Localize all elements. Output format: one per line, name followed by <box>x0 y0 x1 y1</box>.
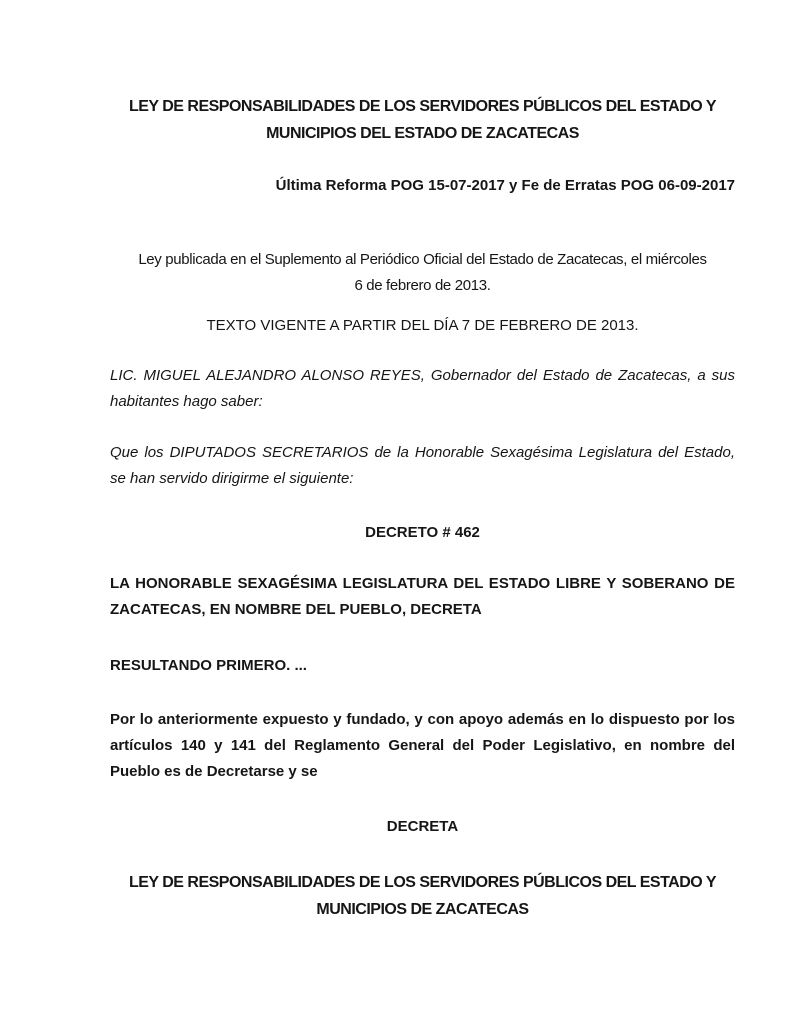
legal-foundation-paragraph: Por lo anteriormente expuesto y fundado, y con apoyo además en lo dispuesto por los artículos 140 y 141 del Reglamento General del Poder Legislativo, en nombre del Pueblo es de Decretarse y se <box>110 711 735 780</box>
secretaries-statement: Que los DIPUTADOS SECRETARIOS de la Honorable Sexagésima Legislatura del Estado, se han servido dirigirme el siguiente: <box>110 444 735 487</box>
final-law-title-line-1: LEY DE RESPONSABILIDADES DE LOS SERVIDORES PÚBLICOS DEL ESTADO Y <box>128 874 717 891</box>
legislature-decree-statement: LA HONORABLE SEXAGÉSIMA LEGISLATURA DEL ESTADO LIBRE Y SOBERANO DE ZACATECAS, EN NOMBRE DEL PUEBLO, DECRETA <box>110 575 735 618</box>
reform-note: Última Reforma POG 15-07-2017 y Fe de Erratas POG 06-09-2017 <box>275 177 735 194</box>
publication-note <box>110 247 735 299</box>
publication-note-line-1: Ley publicada en el Suplemento al Periódico Oficial del Estado de Zacatecas, el miércoles <box>138 251 707 268</box>
final-law-title-line-2: MUNICIPIOS DE ZACATECAS <box>316 901 529 918</box>
final-law-title <box>110 869 735 923</box>
law-title-line-2: MUNICIPIOS DEL ESTADO DE ZACATECAS <box>266 125 579 142</box>
law-title <box>110 93 735 147</box>
decree-number-heading: DECRETO # 462 <box>365 524 480 541</box>
effective-date-note: TEXTO VIGENTE A PARTIR DEL DÍA 7 DE FEBRERO DE 2013. <box>206 317 639 334</box>
decreta-heading: DECRETA <box>386 818 459 835</box>
publication-note-line-2: 6 de febrero de 2013. <box>354 277 491 294</box>
resultando-clause: RESULTANDO PRIMERO. ... <box>110 657 307 674</box>
law-title-line-1: LEY DE RESPONSABILIDADES DE LOS SERVIDORES PÚBLICOS DEL ESTADO Y <box>128 98 717 115</box>
governor-statement: LIC. MIGUEL ALEJANDRO ALONSO REYES, Gobernador del Estado de Zacatecas, a sus habitantes hago saber: <box>110 367 735 410</box>
